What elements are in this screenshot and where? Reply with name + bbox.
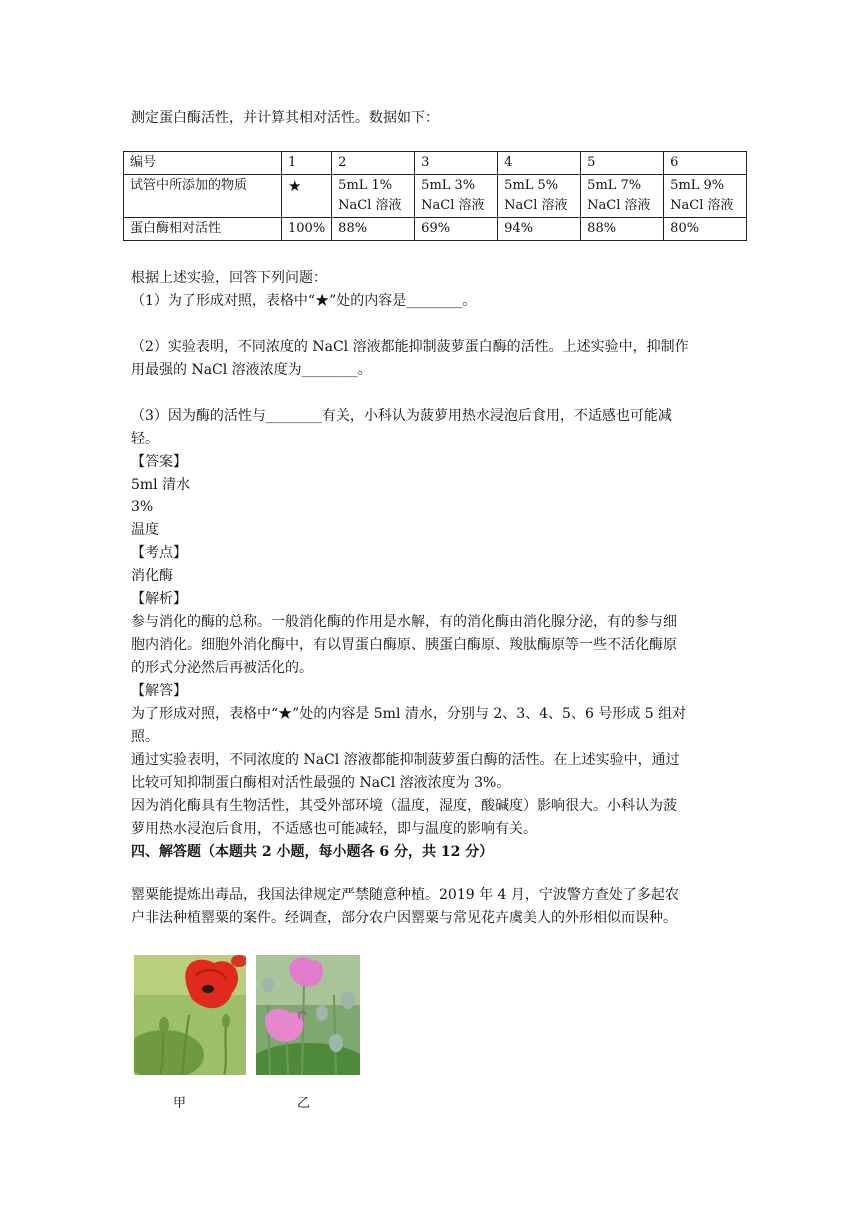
jiexi-line-3: 的形式分泌然后再被活化的。 — [131, 660, 313, 676]
kaodian-text: 消化酶 — [131, 568, 173, 584]
section-4-heading: 四、解答题（本题共 2 小题，每小题各 6 分，共 12 分） — [131, 844, 494, 860]
answer-heading: 【答案】 — [131, 454, 187, 470]
table-cell: 1 — [282, 152, 332, 175]
question-1: （1）为了形成对照，表格中“★”处的内容是________。 — [131, 293, 477, 309]
answer-2: 3% — [131, 499, 154, 515]
table-cell: 80% — [664, 218, 747, 241]
jiexi-line-2: 胞内消化。细胞外消化酶中，有以胃蛋白酶原、胰蛋白酶原、羧肽酶原等一些不活化酶原 — [131, 637, 677, 653]
jiexi-heading: 【解析】 — [131, 591, 187, 607]
opium-poppy-image — [256, 955, 360, 1075]
table-cell: 5mL 3% NaCl 溶液 — [415, 175, 498, 218]
kaodian-heading: 【考点】 — [131, 545, 187, 561]
table-cell: 试管中所添加的物质 — [124, 175, 282, 218]
table-cell: 蛋白酶相对活性 — [124, 218, 282, 241]
jiexi-line-1: 参与消化的酶的总称。一般消化酶的作用是水解，有的消化酶由消化腺分泌，有的参与细 — [131, 614, 677, 630]
table-cell: 2 — [332, 152, 415, 175]
jieda-heading: 【解答】 — [131, 683, 187, 699]
jieda-line-1: 为了形成对照，表格中“★”处的内容是 5ml 清水，分别与 2、3、4、5、6 号形成 5 组对 — [131, 706, 687, 722]
table-row — [124, 175, 747, 218]
table-cell: 94% — [498, 218, 581, 241]
question-2-cont: 用最强的 NaCl 溶液浓度为________。 — [131, 362, 372, 378]
table-row — [124, 152, 747, 175]
table-cell: 5mL 1% NaCl 溶液 — [332, 175, 415, 218]
table-cell: 3 — [415, 152, 498, 175]
table-cell: 6 — [664, 152, 747, 175]
table-cell: 编号 — [124, 152, 282, 175]
table-cell: 69% — [415, 218, 498, 241]
prompt-text: 根据上述实验，回答下列问题： — [131, 270, 327, 286]
question-3: （3）因为酶的活性与________有关，小科认为菠萝用热水浸泡后食用，不适感也可能减 — [131, 408, 672, 424]
question-2: （2）实验表明，不同浓度的 NaCl 溶液都能抑制菠萝蛋白酶的活性。上述实验中，抑制作 — [131, 339, 689, 355]
jieda-line-3: 通过实验表明，不同浓度的 NaCl 溶液都能抑制菠萝蛋白酶的活性。在上述实验中，通过 — [131, 752, 680, 768]
table-cell: 5mL 7% NaCl 溶液 — [581, 175, 664, 218]
table-cell: 5mL 5% NaCl 溶液 — [498, 175, 581, 218]
poppy-paragraph-1: 罂粟能提炼出毒品，我国法律规定严禁随意种植。2019 年 4 月，宁波警方查处了多起农 — [131, 887, 679, 903]
question-3-cont: 轻。 — [131, 431, 159, 447]
table-cell: 4 — [498, 152, 581, 175]
table-cell: 5 — [581, 152, 664, 175]
table-cell: 100% — [282, 218, 332, 241]
jieda-line-4: 比较可知抑制蛋白酶相对活性最强的 NaCl 溶液浓度为 3%。 — [131, 775, 511, 791]
star-cell: ★ — [282, 175, 332, 218]
jieda-line-6: 萝用热水浸泡后食用，不适感也可能减轻，即与温度的影响有关。 — [131, 821, 537, 837]
corn-poppy-image — [134, 955, 246, 1075]
table-cell: 5mL 9% NaCl 溶液 — [664, 175, 747, 218]
jieda-line-2: 照。 — [131, 729, 159, 745]
answer-1: 5ml 清水 — [131, 477, 191, 493]
jieda-line-5: 因为消化酶具有生物活性，其受外部环境（温度，湿度，酸碱度）影响很大。小科认为菠 — [131, 798, 677, 814]
table-cell: 88% — [332, 218, 415, 241]
caption-yi: 乙 — [297, 1096, 311, 1111]
enzyme-activity-table — [123, 151, 747, 241]
poppy-paragraph-2: 户非法种植罂粟的案件。经调查，部分农户因罂粟与常见花卉虞美人的外形相似而误种。 — [131, 910, 677, 926]
table-row — [124, 218, 747, 241]
caption-jia: 甲 — [173, 1096, 187, 1111]
table-cell: 88% — [581, 218, 664, 241]
intro-text: 测定蛋白酶活性，并计算其相对活性。数据如下： — [131, 110, 439, 126]
answer-3: 温度 — [131, 522, 159, 538]
